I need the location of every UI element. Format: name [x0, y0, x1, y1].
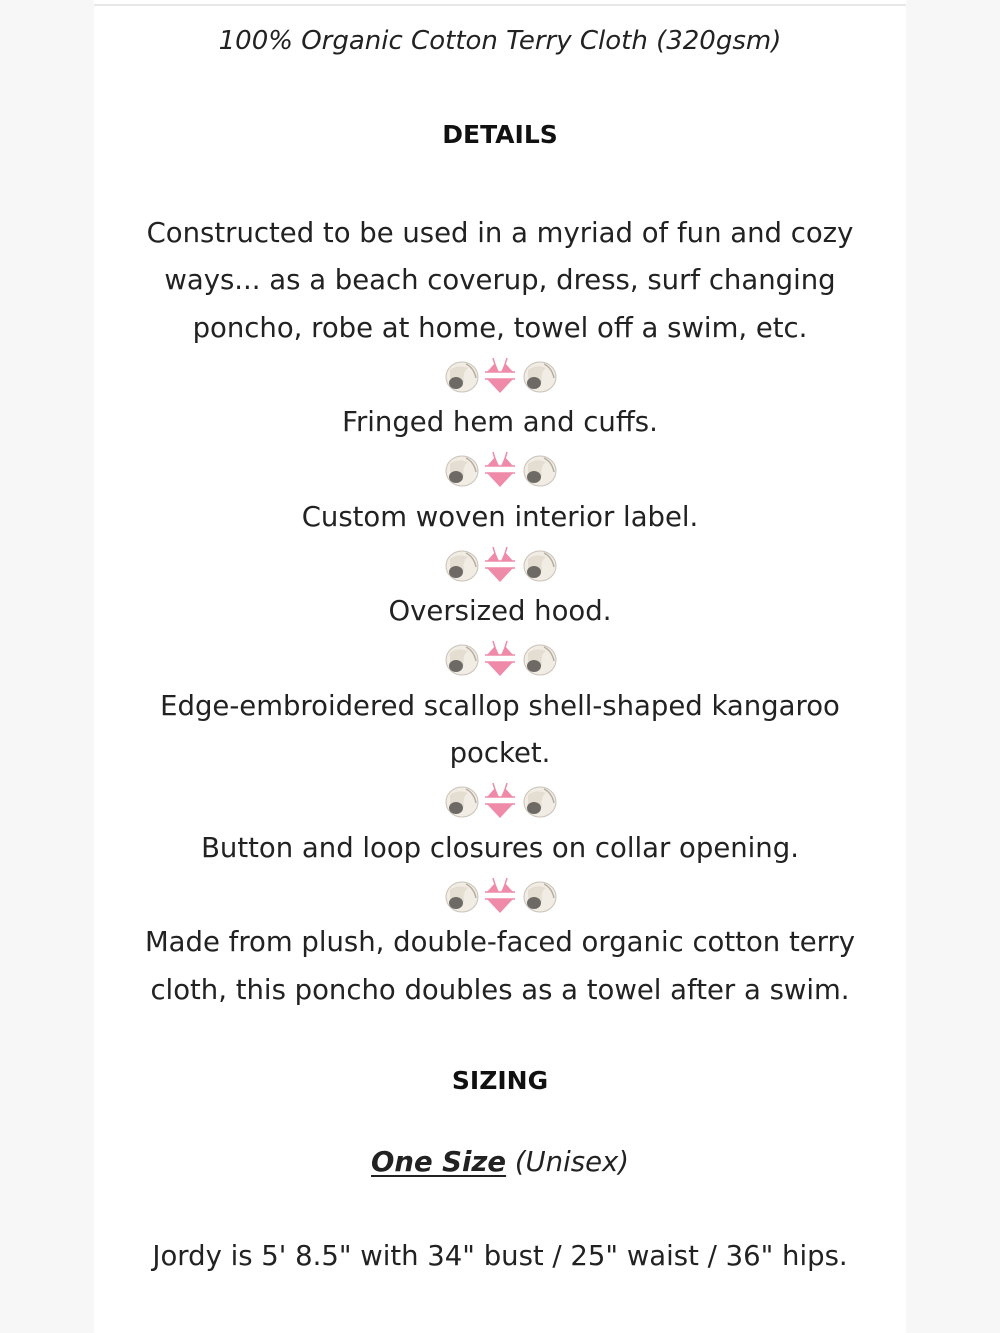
shell-icon	[520, 356, 558, 396]
shell-icon	[442, 781, 480, 821]
sizing-heading: SIZING	[451, 1066, 549, 1095]
top-divider	[94, 4, 906, 6]
emoji-divider	[134, 352, 866, 399]
model-measurements: Jordy is 5' 8.5" with 34" bust / 25" waist / 36" hips.	[152, 1240, 848, 1272]
shell-icon	[442, 356, 480, 396]
emoji-divider	[134, 872, 866, 919]
feature-item: Edge-embroidered scallop shell-shaped kangaroo pocket.	[160, 689, 840, 770]
feature-item: Button and loop closures on collar opening.	[201, 831, 799, 864]
size-line	[94, 1142, 906, 1182]
shell-icon	[520, 450, 558, 490]
details-section	[134, 210, 866, 1014]
emoji-divider	[134, 446, 866, 493]
shell-icon	[520, 639, 558, 679]
bikini-icon	[482, 450, 518, 490]
material-line: 100% Organic Cotton Terry Cloth (320gsm)	[218, 26, 782, 56]
emoji-divider	[134, 636, 866, 683]
shell-icon	[442, 545, 480, 585]
product-description-panel	[94, 0, 906, 1333]
size-name: One Size	[371, 1146, 507, 1178]
feature-item: Made from plush, double-faced organic cotton terry cloth, this poncho doubles as a towel after a swim.	[144, 926, 856, 1006]
bikini-icon	[482, 356, 518, 396]
shell-icon	[520, 781, 558, 821]
shell-icon	[442, 450, 480, 490]
shell-icon	[442, 639, 480, 679]
bikini-icon	[482, 545, 518, 585]
shell-icon	[520, 876, 558, 916]
emoji-divider	[134, 541, 866, 588]
feature-item: Oversized hood.	[388, 595, 612, 628]
bikini-icon	[482, 876, 518, 916]
feature-item: Custom woven interior label.	[301, 500, 699, 533]
size-note: (Unisex)	[506, 1146, 629, 1178]
bikini-icon	[482, 639, 518, 679]
bikini-icon	[482, 781, 518, 821]
shell-icon	[520, 545, 558, 585]
details-intro: Constructed to be used in a myriad of fun and cozy ways... as a beach coverup, dress, surf changing poncho, robe at home, towel off a swim, etc.	[146, 217, 854, 344]
emoji-divider	[134, 778, 866, 825]
shell-icon	[442, 876, 480, 916]
details-heading: DETAILS	[442, 120, 558, 149]
feature-item: Fringed hem and cuffs.	[342, 406, 658, 439]
